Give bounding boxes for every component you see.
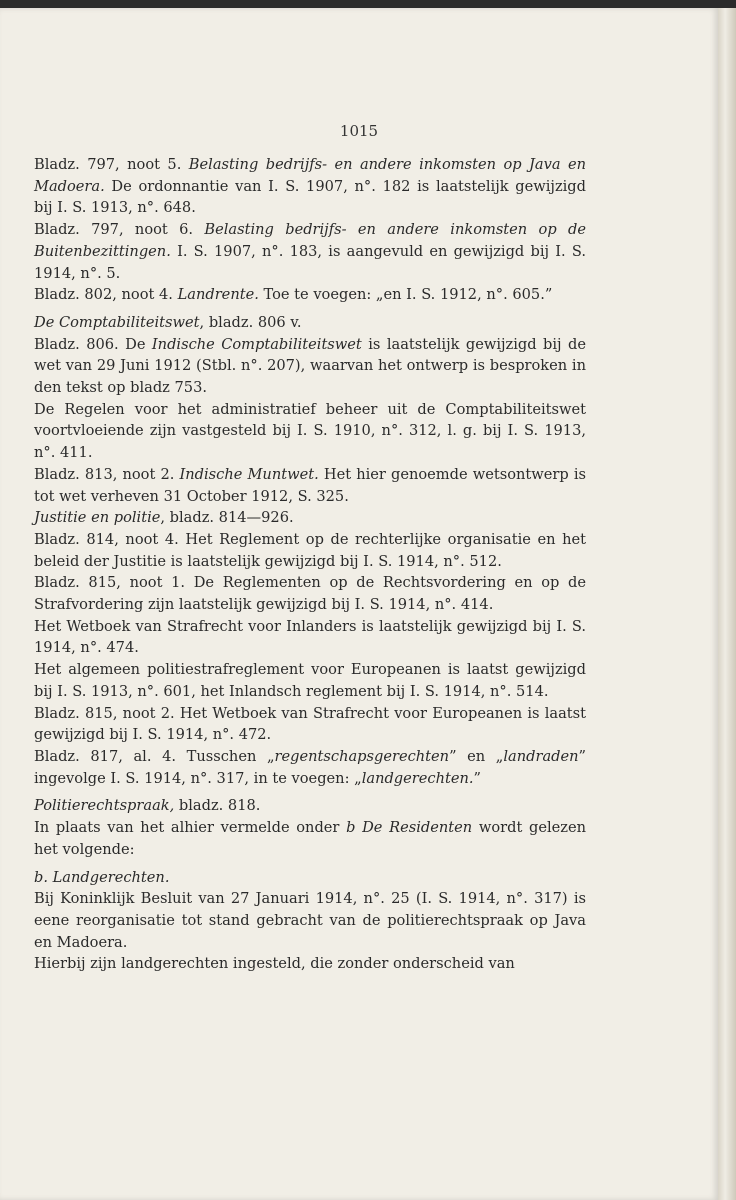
page-number: 1015 <box>339 122 379 140</box>
paragraph: Bladz. 797, noot 5. Belasting bedrijfs- en andere inkomsten op Java en Madoera. De ordonnantie van I. S. 1907, n°. 182 is laatstelijk gewijzigd bij I. S. 1913, n°. 648. <box>34 156 586 217</box>
paragraph: Het algemeen politiestrafreglement voor Europeanen is laatst gewijzigd bij I. S. 1913, n°. 601, het Inlandsch reglement bij I. S. 1914, n°. 514. <box>34 661 586 700</box>
paragraph: Bladz. 797, noot 6. Belasting bedrijfs- en andere inkomsten op de Buitenbezittingen. I. S. 1907, n°. 183, is aangevuld en gewijzigd bij I. S. 1914, n°. 5. <box>34 221 586 282</box>
page-edge <box>718 8 736 1200</box>
paragraph: Bladz. 813, noot 2. Indische Muntwet. Het hier genoemde wetsontwerp is tot wet verheven 31 October 1912, S. 325. <box>34 465 586 505</box>
paragraph: Hierbij zijn landgerechten ingesteld, die zonder onderscheid van <box>34 955 515 973</box>
paragraph: Bladz. 814, noot 4. Het Reglement op de rechterlijke organisatie en het beleid der Justitie is laatstelijk gewijzigd bij I. S. 1914, n°. 512. <box>34 530 586 570</box>
page-text <box>34 154 586 975</box>
paragraph: Bladz. 815, noot 1. De Reglementen op de Rechtsvordering en op de Strafvordering zijn laatstelijk gewijzigd bij I. S. 1914, n°. 414. <box>34 574 586 614</box>
paragraph: Bladz. 802, noot 4. Landrente. Toe te voegen: „en I. S. 1912, n°. 605.” <box>34 286 553 304</box>
paragraph: Bladz. 815, noot 2. Het Wetboek van Strafrecht voor Europeanen is laatst gewijzigd bij I. S. 1914, n°. 472. <box>34 704 586 744</box>
section-heading: Justitie en politie, bladz. 814—926. <box>34 509 294 527</box>
paragraph: Bij Koninklijk Besluit van 27 Januari 1914, n°. 25 (I. S. 1914, n°. 317) is eene reorganisatie tot stand gebracht van de politierechtspraak op Java en Madoera. <box>34 890 586 951</box>
paragraph: In plaats van het alhier vermelde onder b De Residenten wordt gelezen het volgende: <box>34 819 586 858</box>
paragraph: Bladz. 806. De Indische Comptabiliteitswet is laatstelijk gewijzigd bij de wet van 29 Juni 1912 (Stbl. n°. 207), waarvan het ontwerp is besproken in den tekst op bladz 753. <box>34 335 586 397</box>
section-heading: Politierechtspraak, bladz. 818. <box>34 797 261 815</box>
subsection-heading: b. Landgerechten. <box>34 868 170 886</box>
paragraph: De Regelen voor het administratief beheer uit de Comptabiliteitswet voortvloeiende zijn vastgesteld bij I. S. 1910, n°. 312, l. g. bij I. S. 1913, n°. 411. <box>34 400 586 462</box>
section-heading: De Comptabiliteitswet, bladz. 806 v. <box>34 313 302 331</box>
paragraph: Bladz. 817, al. 4. Tusschen „regentschapsgerechten” en „landraden” ingevolge I. S. 1914, n°. 317, in te voegen: „landgerechten.” <box>34 747 586 787</box>
paragraph: Het Wetboek van Strafrecht voor Inlanders is laatstelijk gewijzigd bij I. S. 1914, n°. 474. <box>34 617 586 657</box>
